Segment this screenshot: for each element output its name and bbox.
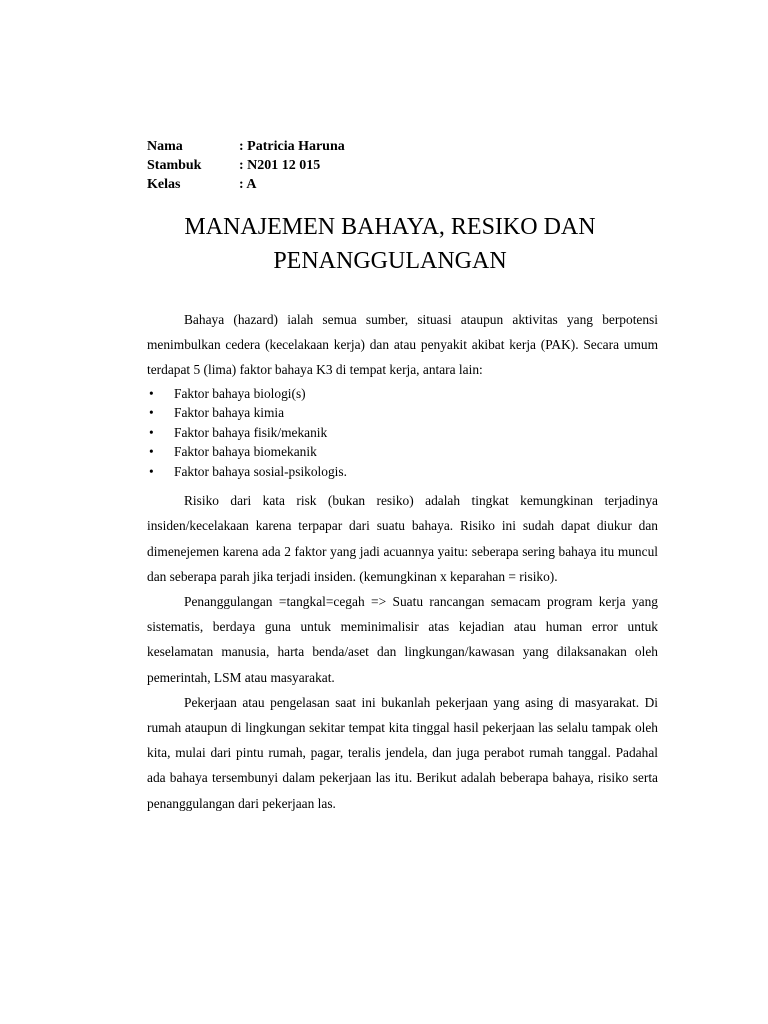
info-row-name [147,137,345,156]
title-line-1: MANAJEMEN BAHAYA, RESIKO DAN [184,214,596,240]
list-item-text: Faktor bahaya fisik/mekanik [174,424,328,440]
list-item [147,462,658,482]
paragraph-welding: Pekerjaan atau pengelasan saat ini bukanlah pekerjaan yang asing di masyarakat. Di rumah ataupun di lingkungan sekitar tempat kita tinggal hasil pekerjaan las selalu tampak oleh kita, mulai dari pintu rumah, pagar, teralis jendela, dan juga perabot rumah tanggal. Padahal ada bahaya tersembunyi dalam pekerjaan las itu. Berikut adalah beberapa bahaya, risiko serta penanggulangan dari pekerjaan las. [147,694,658,811]
info-row-class [147,175,345,194]
info-value: : Patricia Haruna [239,139,345,154]
bullet-icon: • [149,385,154,401]
paragraph-prevention: Penanggulangan =tangkal=cegah => Suatu rancangan semacam program kerja yang sistematis, berdaya guna untuk meminimalisir atas kejadian atau human error untuk keselamatan manusia, harta benda/aset dan lingkungan/kawasan yang dilaksanakan oleh pemerintah, LSM atau masyarakat. [147,593,658,685]
list-item-text: Faktor bahaya biologi(s) [174,385,306,401]
paragraph-hazard: Bahaya (hazard) ialah semua sumber, situasi ataupun aktivitas yang berpotensi menimbulkan cedera (kecelakaan kerja) dan atau penyakit akibat kerja (PAK). Secara umum terdapat 5 (lima) faktor bahaya K3 di tempat kerja, antara lain: [147,312,658,378]
hazard-factor-list [147,384,658,482]
info-label: Stambuk [147,158,202,173]
info-value: : A [239,177,257,192]
list-item-text: Faktor bahaya kimia [174,405,285,421]
info-label: Kelas [147,177,181,192]
list-item [147,403,658,423]
info-label: Nama [147,139,183,154]
bullet-icon: • [149,444,154,460]
bullet-icon: • [149,424,154,440]
list-item [147,423,658,443]
list-item-text: Faktor bahaya sosial-psikologis. [174,463,347,479]
list-item [147,442,658,462]
info-value: : N201 12 015 [239,158,321,173]
bullet-icon: • [149,405,154,421]
paragraph-risk: Risiko dari kata risk (bukan resiko) adalah tingkat kemungkinan terjadinya insiden/kecelakaan karena terpapar dari suatu bahaya. Risiko ini sudah dapat diukur dan dimenejemen karena ada 2 faktor yang jadi acuannya yaitu: seberapa sering bahaya itu muncul dan seberapa parah jika terjadi insiden. (kemungkinan x keparahan = risiko). [147,493,658,584]
student-info [147,137,345,194]
info-row-stambuk [147,156,345,175]
hazard-factor-list-wrap [147,384,658,482]
list-item [147,384,658,404]
bullet-icon: • [149,463,154,479]
list-item-text: Faktor bahaya biomekanik [174,444,317,460]
page-title [130,210,650,278]
document-body [147,307,658,816]
title-line-2: PENANGGULANGAN [273,248,507,274]
